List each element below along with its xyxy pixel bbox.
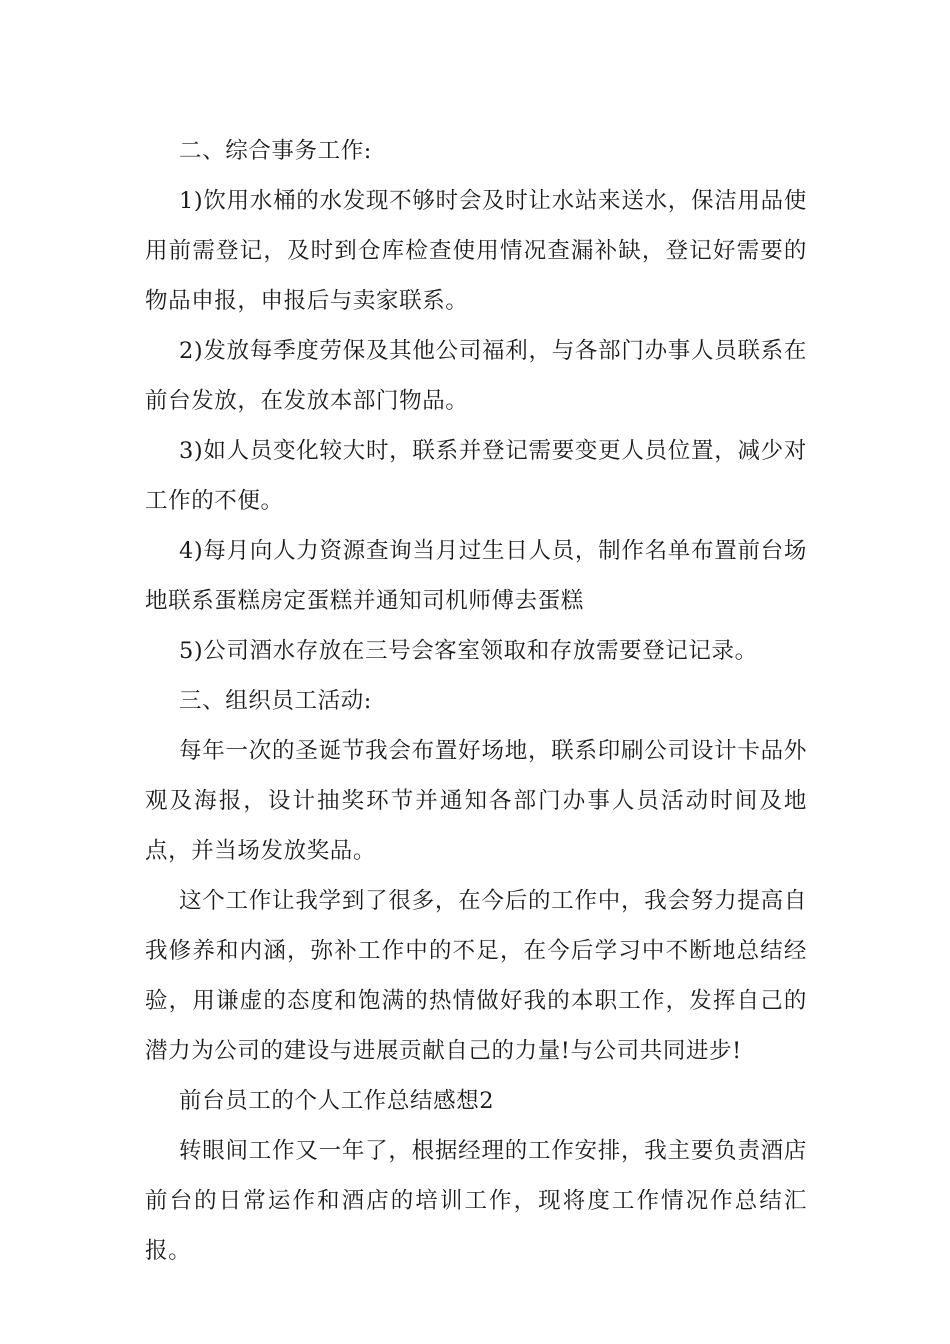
section-heading-general-affairs: 二、综合事务工作: (179, 138, 372, 164)
paragraph-item-4: 4)每月向人力资源查询当月过生日人员，制作名单布置前台场地联系蛋糕房定蛋糕并通知司机师傅去蛋糕 (145, 538, 807, 614)
paragraph-reflection: 这个工作让我学到了很多，在今后的工作中，我会努力提高自我修养和内涵，弥补工作中的不足，在今后学习中不断地总结经验，用谦虚的态度和饱满的热情做好我的本职工作，发挥自己的潜力为公司的建设与进展贡献自己的力量!与公司共同进步! (145, 888, 807, 1064)
paragraph-item-1: 1)饮用水桶的水发现不够时会及时让水站来送水，保洁用品使用前需登记，及时到仓库检查使用情况查漏补缺，登记好需要的物品申报，申报后与卖家联系。 (145, 188, 807, 314)
section-title-summary-2: 前台员工的个人工作总结感想2 (179, 1088, 495, 1114)
paragraph-item-2: 2)发放每季度劳保及其他公司福利，与各部门办事人员联系在前台发放，在发放本部门物品。 (145, 338, 807, 414)
paragraph-item-3: 3)如人员变化较大时，联系并登记需要变更人员位置，减少对工作的不便。 (145, 438, 807, 514)
paragraph-summary-intro: 转眼间工作又一年了，根据经理的工作安排，我主要负责酒店前台的日常运作和酒店的培训工作，现将度工作情况作总结汇报。 (145, 1138, 807, 1264)
paragraph-christmas-event: 每年一次的圣诞节我会布置好场地，联系印刷公司设计卡品外观及海报，设计抽奖环节并通知各部门办事人员活动时间及地点，并当场发放奖品。 (145, 738, 807, 864)
document-body (145, 126, 807, 1276)
paragraph-item-5: 5)公司酒水存放在三号会客室领取和存放需要登记记录。 (179, 638, 758, 664)
section-heading-employee-activities: 三、组织员工活动: (179, 688, 372, 714)
